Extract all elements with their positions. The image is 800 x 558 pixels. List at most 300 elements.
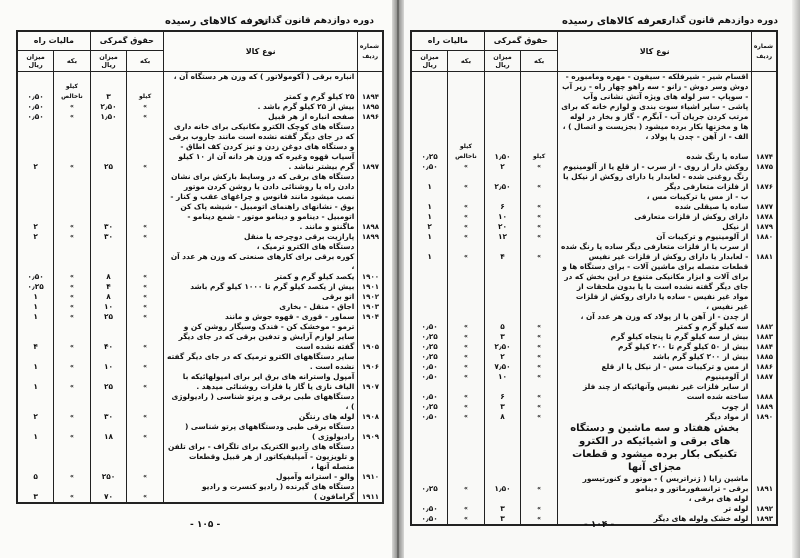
customs-rate: ۲٫۵۰: [90, 102, 127, 112]
customs-rate: ۳: [484, 504, 521, 514]
empty-cell: [484, 422, 521, 474]
customs-rate: ۳: [90, 82, 127, 102]
table-row: [17, 292, 383, 302]
row-number: [752, 312, 777, 322]
table-row: [17, 272, 383, 282]
row-number: ۱۹۰۱: [358, 282, 383, 292]
col-number: شماره ردیف: [752, 31, 777, 72]
customs-unit: »: [127, 302, 164, 312]
goods-description: لوله تر: [557, 504, 751, 514]
goods-description: ماشین زایا ( ژنراتریس ) - موتور و کنورتیسور برقی - ترانسفورماتور و دینامو: [557, 474, 751, 494]
table-row: [411, 332, 777, 342]
customs-unit: [521, 72, 558, 133]
row-number: ۱۸۷۹: [752, 222, 777, 232]
row-number: [752, 132, 777, 142]
table-row: [17, 232, 383, 242]
table-row: [411, 494, 777, 504]
road-tax-unit: »: [448, 504, 485, 514]
customs-unit: [127, 72, 164, 83]
goods-description: آمپول واسترانه های برق ایر برای امپولهائیکه با الیاف نازی یا گاز یا فلزات روشنائی میدهد .: [163, 372, 357, 392]
table-row: [17, 352, 383, 372]
customs-unit: [127, 442, 164, 472]
customs-unit: »: [521, 172, 558, 192]
row-number: ۱۹۰۸: [358, 412, 383, 422]
goods-description: دارای روکش از فلزات متعارفی: [557, 212, 751, 222]
row-number: ۱۸۸۲: [752, 322, 777, 332]
customs-rate: ۳: [484, 514, 521, 525]
goods-description: از سرب یا از فلزات متعارفی دیگر ساده یا رنگ شده - لعابدار یا دارای روکش از فلزات غیر نفیس: [557, 242, 751, 262]
col-goods: نوع کالا: [163, 31, 357, 72]
row-number: ۱۹۱۱: [358, 482, 383, 503]
customs-unit: »: [521, 382, 558, 402]
row-number: ۱۸۸۷: [752, 372, 777, 382]
goods-description: روکش دار از روی - از سرب - از قلع یا از آلومینیوم: [557, 162, 751, 172]
road-tax-rate: ۴: [17, 322, 54, 352]
empty-cell: [448, 422, 485, 474]
road-tax-unit: »: [54, 312, 91, 322]
goods-description: اجاق - منقل - بخاری: [163, 302, 357, 312]
table-row: [17, 102, 383, 112]
goods-description: رنگ روغنی شده - لعابدار یا دارای روکش از نیکل یا از فلزات متعارفی دیگر: [557, 172, 751, 192]
goods-description: دستگاه برقی طبی ودستگاههای پرتو شناسی ( رادیولوژی ): [163, 422, 357, 442]
goods-description: لوله های برقی ،: [557, 494, 751, 504]
customs-unit: کیلو: [521, 142, 558, 162]
road-tax-unit: »: [448, 242, 485, 262]
road-tax-rate: ۲: [411, 222, 448, 232]
road-tax-unit: »: [54, 482, 91, 503]
goods-description: بیش از یکصد کیلو گرم تا ۱۰۰۰ کیلو گرم باشد: [163, 282, 357, 292]
goods-description: بیش از ۲۵ کیلو گرم باشد .: [163, 102, 357, 112]
table-row: [411, 212, 777, 222]
road-tax-unit: [448, 132, 485, 142]
customs-rate: ۱۰: [484, 372, 521, 382]
table-row: [411, 382, 777, 402]
customs-unit: »: [127, 122, 164, 172]
customs-unit: »: [127, 172, 164, 232]
goods-description: صفحه انباره از هر قبیل: [163, 112, 357, 122]
empty-cell: [521, 422, 558, 474]
goods-description: لوله های رنتگن: [163, 412, 357, 422]
row-number: ۱۹۰۰: [358, 272, 383, 282]
goods-description: از مواد دیگر: [557, 412, 751, 422]
page-title: تعرفه کالاهای رسیده: [165, 16, 269, 27]
goods-description: ۲۵ کیلو گرم و کمتر: [163, 82, 357, 102]
road-tax-unit: »: [448, 352, 485, 362]
table-row: [411, 402, 777, 412]
goods-description: الف - از آهن - چدن یا پولاد ،: [557, 132, 751, 142]
road-tax-unit: »: [54, 472, 91, 482]
row-number: [752, 422, 777, 474]
customs-unit: »: [521, 222, 558, 232]
goods-description: اقسام شیر - شیرفلکه - سیفون - مهره ومامبوره - دوش وسر دوش - زانو - سه راهو چهار راه - زیر آب - سوپاپ - سر لوله های ویژه آتش نشانی وآب پاشی - سایر اشیاء سوت بندی و لوازم خانه که برای مرتب کردن جریان آب - آبگرم - گاز و بخار در لوله ها و مخزنها بکار برده میشود ( بجزیست و اتصال ) ،: [557, 72, 751, 133]
row-number: [358, 442, 383, 472]
road-tax-rate: [411, 312, 448, 322]
customs-unit: »: [521, 322, 558, 332]
customs-unit: »: [521, 212, 558, 222]
goods-description: از سایر فلزات غیر نفیس وآنهائیکه از چند فلز ساخته شده است: [557, 382, 751, 402]
goods-description: دستگاه های رادیو الکتریک برای تلگراف - برای تلفن و تلویزیون - آمپلیفیکاتور از هر قبیل وقطعات متصله آنها ،: [163, 442, 357, 472]
customs-rate: ۱٫۵۰: [90, 112, 127, 122]
page-edge: [792, 0, 800, 558]
table-row: [411, 412, 777, 422]
road-tax-rate: ۱: [17, 292, 54, 302]
row-number: [752, 494, 777, 504]
road-tax-rate: ۰٫۲۵: [411, 342, 448, 352]
road-tax-unit: [448, 192, 485, 202]
table-row: [17, 112, 383, 122]
goods-description: سماور - قوری - قهوه جوش و مانند: [163, 312, 357, 322]
customs-unit: »: [127, 472, 164, 482]
goods-description: از نیکل: [557, 222, 751, 232]
row-number: ۱۸۹۰: [752, 412, 777, 422]
customs-rate: ۱۰: [484, 212, 521, 222]
customs-rate: ۴: [90, 282, 127, 292]
customs-unit: »: [127, 232, 164, 242]
road-tax-unit: »: [448, 382, 485, 402]
table-row: [411, 202, 777, 212]
table-row: [411, 222, 777, 232]
row-number: [752, 192, 777, 202]
col-road-tax: مالیات راه: [411, 31, 484, 51]
row-number: ۱۸۹۶: [358, 112, 383, 122]
goods-description: ترمو - موخشک کن - فندک وسیگار روشن کن و سایر لوازم آرایش و تدفین برقی که در جای دیگر گفته نشده است: [163, 322, 357, 352]
road-tax-rate: ۲: [17, 172, 54, 232]
table-row: [411, 132, 777, 142]
table-row: [411, 162, 777, 172]
road-tax-rate: ۱: [17, 352, 54, 372]
customs-rate: ۸: [484, 412, 521, 422]
row-number: ۱۸۷۸: [752, 212, 777, 222]
road-tax-unit: »: [54, 172, 91, 232]
col-goods: نوع کالا: [557, 31, 751, 72]
customs-rate: [484, 132, 521, 142]
row-number: ۱۸۹۵: [358, 102, 383, 112]
road-tax-rate: ۰٫۲۵: [17, 282, 54, 292]
table-row: [411, 262, 777, 312]
road-tax-unit: »: [54, 352, 91, 372]
customs-unit: »: [521, 202, 558, 212]
road-tax-rate: ۵: [17, 472, 54, 482]
page-number: - ۱۰۵ -: [190, 520, 221, 530]
customs-rate: [90, 252, 127, 272]
road-tax-unit: »: [448, 202, 485, 212]
road-tax-unit: کیلو ناخالص: [448, 142, 485, 162]
road-tax-rate: ۱: [411, 172, 448, 192]
road-tax-unit: »: [448, 514, 485, 525]
road-tax-unit: »: [54, 272, 91, 282]
road-tax-rate: [17, 392, 54, 412]
goods-description: دستگاه های الکترو ترمیک ،: [163, 242, 357, 252]
row-number: ۱۸۹۷: [358, 122, 383, 172]
customs-unit: »: [127, 282, 164, 292]
customs-unit: »: [521, 162, 558, 172]
road-tax-rate: [17, 72, 54, 83]
customs-unit: »: [127, 312, 164, 322]
customs-rate: ۳: [484, 402, 521, 412]
road-tax-unit: »: [54, 102, 91, 112]
row-number: ۱۹۰۷: [358, 372, 383, 392]
road-tax-rate: ۰٫۵۰: [411, 514, 448, 525]
road-tax-rate: ۰٫۵۰: [411, 372, 448, 382]
table-row: [411, 422, 777, 474]
customs-unit: »: [127, 292, 164, 302]
road-tax-rate: ۱: [17, 312, 54, 322]
table-row: [17, 312, 383, 322]
customs-unit: »: [127, 112, 164, 122]
col-customs-rate: میزان ریال: [90, 51, 127, 72]
table-row: [411, 142, 777, 162]
customs-unit: »: [521, 342, 558, 352]
road-tax-rate: ۰٫۵۰: [411, 382, 448, 402]
road-tax-unit: [54, 252, 91, 272]
customs-unit: »: [127, 352, 164, 372]
row-number: ۱۸۸۴: [752, 342, 777, 352]
table-row: [411, 362, 777, 372]
row-number: ۱۸۹۸: [358, 172, 383, 232]
row-number: ۱۹۱۰: [358, 472, 383, 482]
road-tax-unit: »: [54, 292, 91, 302]
goods-description: ساده یا رنگ شده: [557, 142, 751, 162]
customs-unit: [521, 192, 558, 202]
row-number: [358, 392, 383, 412]
goods-description: از مس و ترکیبات مس - از نیکل یا از قلع: [557, 362, 751, 372]
row-number: ۱۸۸۳: [752, 332, 777, 342]
customs-rate: ۳۰: [90, 232, 127, 242]
customs-rate: ۳۰: [90, 412, 127, 422]
road-tax-unit: »: [448, 474, 485, 494]
table-row: [411, 72, 777, 133]
col-road-tax: مالیات راه: [17, 31, 90, 51]
customs-unit: »: [127, 102, 164, 112]
road-tax-unit: »: [54, 372, 91, 392]
table-row: [17, 392, 383, 412]
customs-rate: ۲۰: [484, 222, 521, 232]
road-tax-rate: ۰٫۲۵: [411, 474, 448, 494]
customs-rate: ۲٫۵۰: [484, 342, 521, 352]
road-tax-unit: [448, 72, 485, 133]
row-number: ۱۸۷۵: [752, 162, 777, 172]
road-tax-rate: ۰٫۲۵: [411, 142, 448, 162]
goods-description: ب - از مس یا ترکیبات مس ،: [557, 192, 751, 202]
row-number: ۱۸۸۱: [752, 242, 777, 262]
goods-description: دستگاه های کوچک الکترو مکانیکی برای خانه داری که در جای دیگر گفته نشده است مانند جاروب برقی و دستگاه های دوغن زدن و تیز کردن کف اطاق - آسیاب قهوه وغیره که وزن هر دانه آن از ۱۰ کیلو گرم بیشتر نباشد .: [163, 122, 357, 172]
customs-unit: »: [127, 422, 164, 442]
goods-description: از چوب: [557, 402, 751, 412]
road-tax-unit: »: [448, 222, 485, 232]
road-tax-rate: ۱: [411, 232, 448, 242]
goods-description: والو - استرانه وآمپول: [163, 472, 357, 482]
customs-rate: [484, 312, 521, 322]
row-number: [752, 262, 777, 312]
customs-rate: ۱٫۵۰: [484, 474, 521, 494]
row-number: ۱۸۷۶: [752, 172, 777, 192]
road-tax-rate: ۱: [17, 372, 54, 392]
customs-unit: »: [521, 412, 558, 422]
customs-rate: ۲۵: [90, 372, 127, 392]
goods-description: بیش از سه کیلو گرم تا پنجاه کیلو گرم: [557, 332, 751, 342]
table-row: [411, 372, 777, 382]
customs-unit: [521, 132, 558, 142]
goods-description: لوله خشک ولوله های دیگر: [557, 514, 751, 525]
table-row: [17, 82, 383, 102]
goods-description: از آلومینیوم و ترکیبات آن: [557, 232, 751, 242]
road-tax-unit: »: [54, 322, 91, 352]
customs-rate: ۱۸: [90, 422, 127, 442]
col-customs-rate: میزان ریال: [484, 51, 521, 72]
road-tax-rate: ۰٫۵۰: [17, 272, 54, 282]
road-tax-unit: »: [448, 162, 485, 172]
row-number: [358, 242, 383, 252]
customs-rate: ۱۰: [90, 302, 127, 312]
table-row: [17, 302, 383, 312]
road-tax-rate: ۰٫۲۵: [411, 352, 448, 362]
customs-rate: ۶: [484, 382, 521, 402]
row-number: ۱۹۰۵: [358, 322, 383, 352]
running-head: دوره دوازدهم قانون گذاری: [254, 16, 374, 26]
goods-description: قطعات متصله برای ماشین آلات - برای دستگاه ها و برای آلات و ابزار مکانیکی متنوع در این بخش که در جای دیگر گفته نشده است با یا بدون ملحقات از مواد غیر نفیس - ساده یا دارای روکش از فلزات غیر نفیس ،: [557, 262, 751, 312]
goods-description: دستگاه های گیرنده ( رادیو کنسرت و رادیو گرامافون ): [163, 482, 357, 503]
road-tax-rate: [411, 132, 448, 142]
col-road-unit: بکه: [54, 51, 91, 72]
road-tax-rate: [411, 72, 448, 133]
row-number: ۱۸۹۲: [752, 504, 777, 514]
row-number: ۱۹۰۹: [358, 422, 383, 442]
customs-rate: ۴: [484, 242, 521, 262]
road-tax-rate: ۰٫۵۰: [411, 504, 448, 514]
customs-unit: [521, 494, 558, 504]
road-tax-rate: ۰٫۵۰: [17, 102, 54, 112]
customs-rate: [90, 242, 127, 252]
road-tax-unit: »: [54, 232, 91, 242]
col-customs-unit: بکه: [127, 51, 164, 72]
tariff-table-right: [410, 30, 778, 526]
table-row: [411, 504, 777, 514]
customs-rate: ۳: [484, 332, 521, 342]
customs-rate: ۲۵: [90, 122, 127, 172]
road-tax-unit: [54, 442, 91, 472]
customs-rate: ۵: [484, 322, 521, 332]
table-row: [17, 412, 383, 422]
customs-rate: [90, 72, 127, 83]
table-row: [411, 474, 777, 494]
col-number: شماره ردیف: [358, 31, 383, 72]
road-tax-rate: ۰٫۲۵: [411, 402, 448, 412]
customs-unit: »: [521, 372, 558, 382]
road-tax-unit: »: [54, 112, 91, 122]
goods-description: یکصد کیلو گرم و کمتر: [163, 272, 357, 282]
table-row: [411, 172, 777, 192]
left-page: [0, 0, 392, 558]
customs-rate: ۲: [484, 352, 521, 362]
road-tax-unit: »: [54, 422, 91, 442]
customs-unit: »: [521, 514, 558, 525]
customs-unit: [521, 262, 558, 312]
customs-unit: »: [521, 504, 558, 514]
road-tax-rate: ۰٫۵۰: [17, 82, 54, 102]
customs-rate: ۲: [484, 162, 521, 172]
goods-description: دستگاههای طبی برقی و پرتو شناسی ( رادیولوژی ) ،: [163, 392, 357, 412]
road-tax-rate: ۱: [17, 422, 54, 442]
customs-rate: [484, 192, 521, 202]
customs-unit: [127, 392, 164, 412]
road-tax-unit: کیلو ناخالص: [54, 82, 91, 102]
customs-unit: کیلو: [127, 82, 164, 102]
customs-rate: [484, 494, 521, 504]
section-heading: بخش هفتاد و سه ماشین و دستگاه های برقی و اشیائیکه در الکترو تکنیکی بکار برده میشود و قطعات مجزای آنها: [557, 422, 751, 474]
customs-unit: [127, 242, 164, 252]
table-row: [411, 342, 777, 352]
road-tax-rate: ۱: [411, 212, 448, 222]
customs-rate: ۱۰: [90, 352, 127, 372]
goods-description: اتو برقی: [163, 292, 357, 302]
customs-rate: ۸: [90, 292, 127, 302]
table-row: [411, 192, 777, 202]
road-tax-unit: »: [448, 232, 485, 242]
customs-unit: »: [127, 412, 164, 422]
table-row: [17, 442, 383, 472]
customs-rate: ۷٫۵۰: [484, 362, 521, 372]
row-number: ۱۸۹۳: [752, 514, 777, 525]
road-tax-rate: ۰٫۵۰: [411, 322, 448, 332]
customs-unit: »: [521, 232, 558, 242]
goods-description: کوره برقی برای کارهای صنعتی که وزن هر عدد آن ،: [163, 252, 357, 272]
row-number: ۱۹۰۶: [358, 352, 383, 372]
road-tax-unit: [54, 392, 91, 412]
road-tax-unit: »: [448, 212, 485, 222]
road-tax-unit: [54, 242, 91, 252]
road-tax-rate: [411, 192, 448, 202]
road-tax-rate: [17, 242, 54, 252]
table-row: [17, 282, 383, 292]
table-row: [17, 72, 383, 83]
customs-unit: »: [521, 352, 558, 362]
road-tax-unit: [448, 494, 485, 504]
goods-description: سه کیلو گرم و کمتر: [557, 322, 751, 332]
road-tax-rate: [411, 494, 448, 504]
road-tax-unit: »: [54, 412, 91, 422]
right-page: [404, 0, 800, 558]
row-number: ۱۸۸۹: [752, 402, 777, 412]
col-road-rate: میزان ریال: [17, 51, 54, 72]
goods-description: پارازیت برقی دوچرخه یا منقل: [163, 232, 357, 242]
customs-rate: ۱۲: [484, 232, 521, 242]
road-tax-unit: »: [54, 282, 91, 292]
table-row: [17, 242, 383, 252]
road-tax-unit: [448, 262, 485, 312]
row-number: ۱۸۹۱: [752, 474, 777, 494]
row-number: ۱۸۷۴: [752, 142, 777, 162]
road-tax-unit: »: [448, 322, 485, 332]
page-title: تعرفه کالاهای رسیده: [562, 16, 666, 27]
table-row: [17, 482, 383, 503]
table-row: [17, 252, 383, 272]
table-row: [17, 422, 383, 442]
row-number: ۱۹۰۴: [358, 312, 383, 322]
empty-cell: [411, 422, 448, 474]
road-tax-rate: ۱: [411, 202, 448, 212]
col-customs-unit: بکه: [521, 51, 558, 72]
customs-unit: »: [127, 482, 164, 503]
row-number: [752, 72, 777, 133]
row-number: ۱۹۰۲: [358, 292, 383, 302]
road-tax-rate: ۱: [17, 302, 54, 312]
col-road-unit: بکه: [448, 51, 485, 72]
table-row: [17, 122, 383, 172]
customs-unit: »: [521, 362, 558, 372]
road-tax-rate: ۰٫۵۰: [411, 412, 448, 422]
customs-rate: ۸: [90, 272, 127, 282]
customs-rate: ۶: [484, 202, 521, 212]
